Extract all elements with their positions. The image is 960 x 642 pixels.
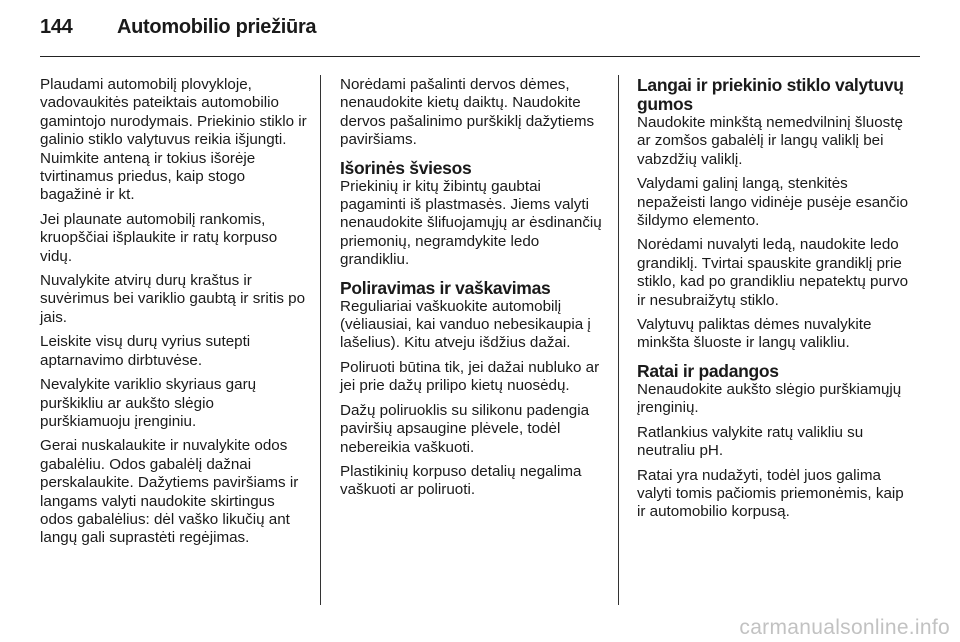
paragraph: Poliruoti būtina tik, jei dažai nubluko ar jei prie dažų prilipo kietų nuosėdų. <box>340 358 600 395</box>
column-divider-1 <box>320 75 321 605</box>
paragraph: Ratlankius valykite ratų valikliu su neutraliu pH. <box>637 423 864 460</box>
column-2 <box>340 76 606 506</box>
paragraph: Nevalykite variklio skyriaus garų purškikliu ar aukšto slėgio purškiamuoju įrenginiu. <box>40 376 257 430</box>
paragraph: Valydami galinį langą, stenkitės nepažeisti lango vidinėje pusėje esančio šildymo elemento. <box>637 175 909 230</box>
paragraph: Plastikinių korpuso detalių negalima vaškuoti ar poliruoti. <box>340 462 582 499</box>
paragraph: Nenaudokite aukšto slėgio purškiamųjų įrenginių. <box>637 380 902 417</box>
paragraph: Gerai nuskalaukite ir nuvalykite odos gabalėliu. Odos gabalėlį dažnai perskalaukite. Dažytiems paviršiams ir langams valyti naudokite skirtingus odos gabalėlius: dėl vaško likučių ant langų gali suprastėti regėjimas. <box>40 437 299 547</box>
paragraph: Naudokite minkštą nemedvilninį šluostę ar zomšos gabalėlį ir langų valiklį bei vabzdžių valiklį. <box>637 114 903 168</box>
page-number: 144 <box>40 16 73 38</box>
paragraph: Leiskite visų durų vyrius sutepti aptarnavimo dirbtuvėse. <box>40 333 251 369</box>
paragraph: Valytuvų paliktas dėmes nuvalykite minkšta šluoste ir langų valikliu. <box>637 316 872 352</box>
section-heading-polishing: Poliravimas ir vaškavimas <box>340 277 551 298</box>
column-3 <box>637 76 913 528</box>
watermark: carmanualsonline.info <box>739 616 950 639</box>
section-heading-windows: Langai ir priekinio stiklo valytuvų gumos <box>637 75 904 114</box>
page-title: Automobilio priežiūra <box>117 16 317 38</box>
header-rule <box>40 56 920 57</box>
section-heading-exterior-lights: Išorinės šviesos <box>340 157 472 178</box>
paragraph: Reguliariai vaškuokite automobilį (vėliausiai, kai vanduo nebesikaupia į lašelius). Kitu atveju išdžius dažai. <box>340 297 591 352</box>
paragraph: Norėdami pašalinti dervos dėmes, nenaudokite kietų daiktų. Naudokite dervos pašalinimo purškiklį dažytiems paviršiams. <box>340 76 595 149</box>
paragraph: Plaudami automobilį plovykloje, vadovaukitės pateiktais automobilio gamintojo nurodymais. Priekinio stiklo ir galinio stiklo valytuvus reikia išjungti. Nuimkite anteną ir tokius išorėje tvirtinamus priedus, kaip stogo bagažinė ir kt. <box>40 76 307 204</box>
column-1 <box>40 76 308 554</box>
paragraph: Priekinių ir kitų žibintų gaubtai pagaminti iš plastmasės. Jiems valyti nenaudokite šlifuojamųjų ar ėsdinančių priemonių, negramdykite ledo grandikliu. <box>340 177 602 269</box>
paragraph: Norėdami nuvalyti ledą, naudokite ledo grandiklį. Tvirtai spauskite grandiklį prie stiklo, kad po grandikliu nepatektų purvo ir nesubraižytų stiklo. <box>637 236 909 309</box>
paragraph: Ratai yra nudažyti, todėl juos galima valyti tomis pačiomis priemonėmis, kaip ir automobilio korpusą. <box>637 466 904 521</box>
section-heading-wheels: Ratai ir padangos <box>637 360 779 381</box>
paragraph: Dažų poliruoklis su silikonu padengia paviršių apsaugine plėvele, todėl nebereikia vaškuoti. <box>340 401 590 456</box>
column-divider-2 <box>618 75 619 605</box>
paragraph: Nuvalykite atvirų durų kraštus ir suvėrimus bei variklio gaubtą ir sritis po jais. <box>40 272 306 326</box>
paragraph: Jei plaunate automobilį rankomis, kruopščiai išplaukite ir ratų korpuso vidų. <box>40 210 278 265</box>
